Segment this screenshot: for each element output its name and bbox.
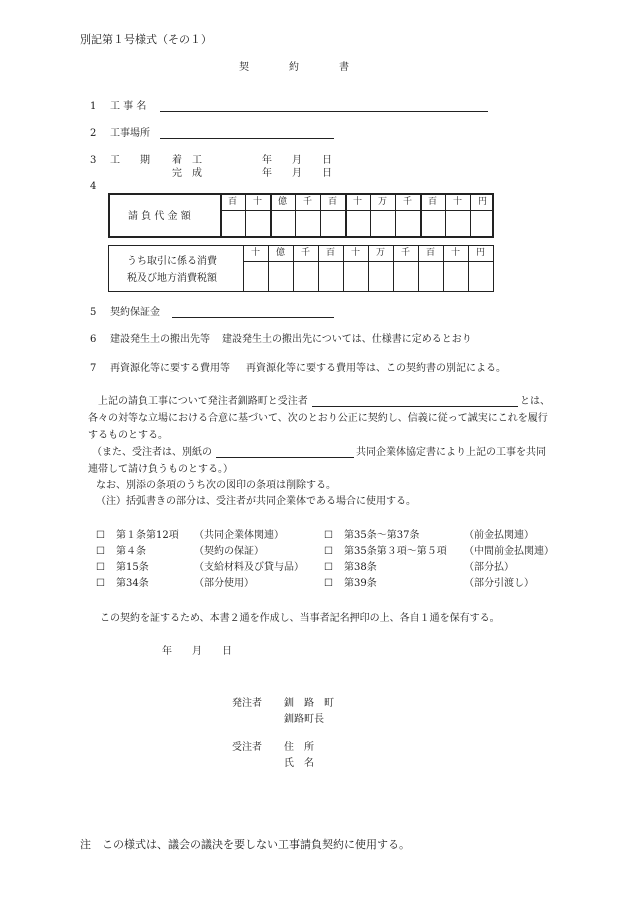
item-7-label: 再資源化等に要する費用等 <box>110 363 230 374</box>
start-date: 年 月 日 <box>262 155 332 166</box>
item-3-number: 3 <box>90 155 97 166</box>
unit-label: 万 <box>375 248 385 258</box>
checklist-note: （共同企業体関連） <box>194 530 284 541</box>
checkbox[interactable]: ☐ <box>324 562 333 573</box>
unit-label: 十 <box>350 248 360 258</box>
item-5-label: 契約保証金 <box>110 307 160 318</box>
item-6-number: 6 <box>90 334 97 345</box>
item-2-number: 2 <box>90 128 97 139</box>
contractor-role: 受注者 <box>232 742 262 753</box>
checklist-article: 第１条第12項 <box>116 530 179 541</box>
tax-label-line1: うち取引に係る消費 <box>127 256 217 267</box>
unit-label: 千 <box>402 197 412 207</box>
tax-amount-box <box>108 245 494 292</box>
item-7-text: 再資源化等に要する費用等は、この契約書の別記による。 <box>246 363 506 374</box>
item-6-text: 建設発生土の搬出先については、仕様書に定めるとおり <box>222 334 472 345</box>
footnote: 注 この様式は、議会の議決を要しない工事請負契約に使用する。 <box>80 838 410 851</box>
item-6-label: 建設発生土の搬出先等 <box>110 334 210 345</box>
item-7-number: 7 <box>90 363 97 374</box>
body-p2-a: （また、受注者は、別紙の <box>92 447 212 458</box>
checklist-article: 第34条 <box>116 578 149 589</box>
item-1-label: 工 事 名 <box>110 101 147 112</box>
checklist-note: （部分使用） <box>194 578 254 589</box>
item-4-number: 4 <box>90 181 97 192</box>
jv-name-line <box>216 457 354 458</box>
body-p1-a: 上記の請負工事について発注者釧路町と受注者 <box>98 396 308 407</box>
orderer-role: 発注者 <box>232 698 262 709</box>
checkbox[interactable]: ☐ <box>96 530 105 541</box>
checklist-note: （中間前金払関連） <box>464 546 554 557</box>
checklist-note: （前金払関連） <box>464 530 534 541</box>
body-p1-line2: 各々の対等な立場における合意に基づいて、次のとおり公正に契約し、信義に従って誠実にこれを履行 <box>88 413 548 424</box>
unit-label: 億 <box>277 197 287 207</box>
checkbox[interactable]: ☐ <box>96 546 105 557</box>
checklist-note: （部分払） <box>464 562 514 573</box>
unit-label: 億 <box>275 248 285 258</box>
start-label: 着 工 <box>172 155 202 166</box>
unit-label: 円 <box>475 248 485 258</box>
checklist-article: 第４条 <box>116 546 146 557</box>
unit-label: 十 <box>352 197 362 207</box>
contract-amount-label: 請 負 代 金 額 <box>128 211 191 222</box>
contractor-address-label: 住 所 <box>284 742 314 753</box>
body-p2-b: 共同企業体協定書により上記の工事を共同 <box>356 447 546 458</box>
guarantee-line <box>172 317 334 318</box>
unit-label: 百 <box>327 197 337 207</box>
unit-label: 千 <box>302 197 312 207</box>
orderer-name2: 釧路町長 <box>284 714 324 725</box>
checklist-article: 第35条～第37条 <box>344 530 420 541</box>
checklist-article: 第38条 <box>344 562 377 573</box>
tax-label-line2: 税及び地方消費税額 <box>127 273 217 284</box>
contractor-name-line <box>312 406 518 407</box>
item-5-number: 5 <box>90 307 97 318</box>
form-label: 別記第１号様式（その１） <box>80 33 212 46</box>
contract-date: 年 月 日 <box>162 646 232 657</box>
body-p1-b: とは、 <box>520 396 550 407</box>
unit-label: 千 <box>300 248 310 258</box>
construction-site-line <box>160 138 334 139</box>
item-1-number: 1 <box>90 101 97 112</box>
end-label: 完 成 <box>172 168 202 179</box>
body-p4: （注）括弧書きの部分は、受注者が共同企業体である場合に使用する。 <box>96 496 416 507</box>
checklist-article: 第15条 <box>116 562 149 573</box>
document-title: 契 約 書 <box>239 62 349 73</box>
unit-label: 万 <box>377 197 387 207</box>
checklist-note: （部分引渡し） <box>464 578 534 589</box>
checkbox[interactable]: ☐ <box>96 562 105 573</box>
unit-label: 百 <box>325 248 335 258</box>
checklist-note: （契約の保証） <box>194 546 264 557</box>
item-3-label: 工 期 <box>110 155 150 166</box>
unit-label: 十 <box>252 197 262 207</box>
unit-label: 十 <box>450 248 460 258</box>
orderer-name1: 釧 路 町 <box>284 698 334 709</box>
body-p2-line2: 連帯して請け負うものとする。） <box>88 464 233 475</box>
construction-name-line <box>160 111 488 112</box>
unit-label: 百 <box>425 248 435 258</box>
unit-label: 百 <box>427 197 437 207</box>
proof-text: この契約を証するため、本書２通を作成し、当事者記名押印の上、各自１通を保有する。 <box>100 613 500 624</box>
body-p1-line3: するものとする。 <box>88 430 168 441</box>
checklist-note: （支給材料及び貸与品） <box>194 562 304 573</box>
checklist-article: 第39条 <box>344 578 377 589</box>
checkbox[interactable]: ☐ <box>324 530 333 541</box>
unit-label: 円 <box>477 197 487 207</box>
unit-label: 十 <box>452 197 462 207</box>
checkbox[interactable]: ☐ <box>324 578 333 589</box>
checkbox[interactable]: ☐ <box>324 546 333 557</box>
item-2-label: 工事場所 <box>110 128 150 139</box>
checkbox[interactable]: ☐ <box>96 578 105 589</box>
unit-label: 千 <box>400 248 410 258</box>
contractor-name-label: 氏 名 <box>284 758 314 769</box>
unit-label: 十 <box>250 248 260 258</box>
unit-label: 百 <box>227 197 237 207</box>
body-p3: なお、別添の条項のうち次の図印の条項は削除する。 <box>96 480 336 491</box>
contract-amount-box <box>108 193 494 238</box>
end-date: 年 月 日 <box>262 168 332 179</box>
checklist-article: 第35条第３項～第５項 <box>344 546 447 557</box>
